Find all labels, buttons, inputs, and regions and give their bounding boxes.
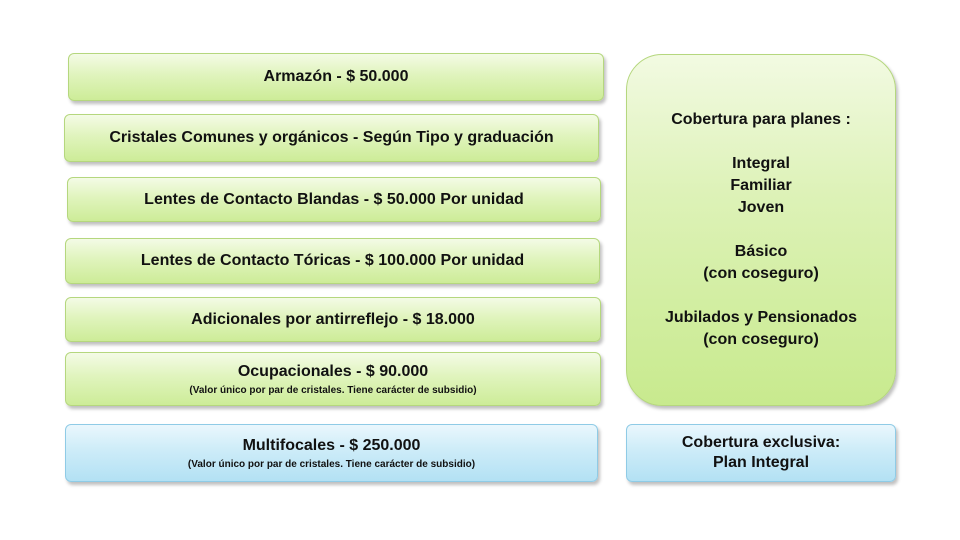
item-multifocales	[65, 424, 598, 482]
item-lentes-toricas	[65, 238, 600, 284]
item-label: Cristales Comunes y orgánicos - Según Tipo y graduación	[109, 129, 554, 146]
item-note: (Valor único por par de cristales. Tiene carácter de subsidio)	[189, 384, 477, 396]
exclusive-title: Cobertura exclusiva:	[681, 434, 841, 451]
item-note: (Valor único por par de cristales. Tiene carácter de subsidio)	[187, 458, 476, 470]
coverage-plan-basico-note: (con coseguro)	[703, 265, 819, 282]
item-lentes-blandas	[67, 177, 601, 222]
item-label: Multifocales - $ 250.000	[242, 436, 421, 454]
coverage-plan-jubilados-note: (con coseguro)	[703, 331, 819, 348]
coverage-plan-integral: Integral	[732, 155, 790, 172]
coverage-plan-basico: Básico	[734, 243, 788, 260]
item-label: Ocupacionales - $ 90.000	[237, 362, 429, 380]
coverage-panel	[626, 54, 896, 406]
coverage-plan-joven: Joven	[737, 199, 785, 216]
item-label: Lentes de Contacto Tóricas - $ 100.000 Por unidad	[140, 252, 525, 269]
item-label: Lentes de Contacto Blandas - $ 50.000 Por unidad	[144, 190, 524, 208]
item-label: Armazón - $ 50.000	[263, 68, 409, 85]
coverage-plan-familiar: Familiar	[730, 177, 792, 194]
item-armazon	[68, 53, 604, 101]
item-ocupacionales	[65, 352, 601, 406]
exclusive-coverage-box	[626, 424, 896, 482]
coverage-plan-jubilados: Jubilados y Pensionados	[664, 309, 858, 326]
item-label: Adicionales por antirreflejo - $ 18.000	[191, 310, 475, 328]
coverage-title: Cobertura para planes :	[671, 111, 851, 128]
exclusive-plan: Plan Integral	[712, 454, 810, 471]
item-cristales	[64, 114, 599, 162]
item-antirreflejo	[65, 297, 601, 342]
